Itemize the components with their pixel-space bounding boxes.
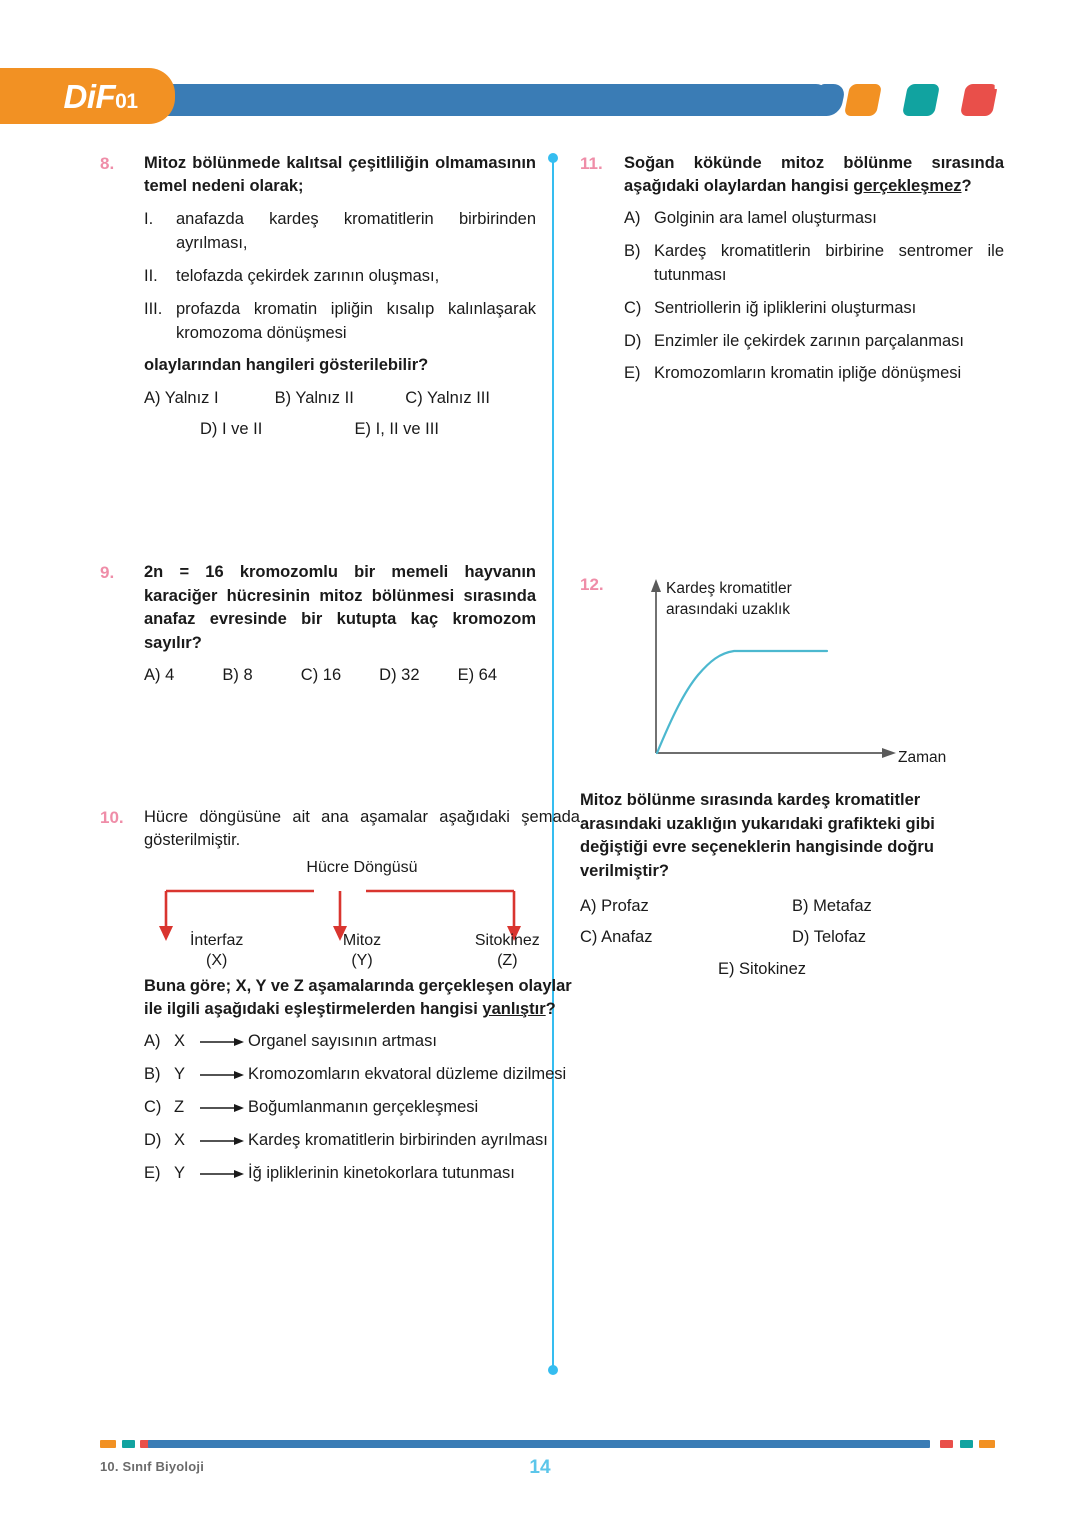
option-var: Y [174, 1163, 186, 1182]
question-10-number: 10. [100, 807, 124, 827]
brand-logo [0, 68, 175, 124]
question-12-options [580, 891, 1004, 985]
option-e[interactable] [624, 362, 1004, 386]
option-b[interactable] [144, 1063, 580, 1087]
footer-dash-right-1 [940, 1440, 953, 1448]
option-d[interactable]: D) Telofaz [792, 928, 866, 947]
option-e[interactable]: E) Sitokinez [717, 959, 807, 978]
node-var: (X) [206, 952, 228, 970]
cell-cycle-diagram [144, 859, 580, 971]
option-c[interactable] [144, 1096, 580, 1120]
spacer [100, 441, 536, 561]
roman-text: telofazda çekirdek zarının oluşması, [176, 266, 440, 285]
divider-dot-bottom [548, 1365, 558, 1375]
node-var: (Z) [497, 952, 518, 970]
option-text: İğ ipliklerinin kinetokorlara tutunması [248, 1163, 515, 1182]
footer-rule [100, 1435, 980, 1453]
tail-part-b: ? [545, 1000, 556, 1019]
question-12-tail: Mitoz bölünme sırasında kardeş kromatitler arasındaki uzaklığın yukarıdaki grafikteki gibi değiştiği evre seçeneklerin hangisinde doğru verilmiştir? [580, 791, 935, 880]
question-9-options [144, 663, 536, 688]
question-9-stem: 2n = 16 kromozomlu bir memeli hayvanın karaciğer hücresinin mitoz bölünmesi sırasında anafaz evresinde bir kutupta kaç kromozom sayılır? [144, 563, 536, 652]
arrow-right-icon [196, 1063, 248, 1087]
question-10-stem: Hücre döngüsüne ait ana aşamalar aşağıdaki şemada gösterilmiştir. [144, 807, 580, 850]
question-10 [100, 806, 580, 1195]
option-text: Kardeş kromatitlerin birbirinden ayrılması [248, 1130, 548, 1149]
option-var: Y [174, 1064, 186, 1083]
question-11 [580, 152, 1004, 395]
option-letter: B) [144, 1064, 161, 1083]
arrow-right-icon [196, 1096, 248, 1120]
option-a[interactable] [624, 207, 1004, 231]
roman-label: I. [144, 209, 154, 228]
roman-label: III. [144, 299, 163, 318]
question-12 [580, 573, 1004, 985]
option-d[interactable] [144, 1129, 580, 1153]
logo-number-text: 01 [115, 89, 138, 113]
list-item [144, 265, 536, 289]
option-c[interactable]: C) Anafaz [580, 928, 653, 947]
option-letter: A) [624, 208, 641, 227]
option-letter: E) [144, 1163, 161, 1182]
option-letter: C) [144, 1097, 162, 1116]
question-8-stem: Mitoz bölünmede kalıtsal çeşitliliğin olmamasının temel nedeni olarak; [144, 154, 536, 196]
option-e[interactable]: E) 64 [457, 666, 497, 685]
option-text: Golginin ara lamel oluşturması [654, 208, 877, 227]
spacer [100, 688, 536, 806]
option-d[interactable]: D) I ve II [200, 419, 263, 438]
question-9 [100, 561, 536, 687]
header-accent-teal [905, 84, 937, 116]
left-column [100, 152, 580, 1195]
right-column [580, 152, 1004, 985]
logo-main-text: DiF [63, 77, 116, 115]
footer-dash-right-2 [960, 1440, 973, 1448]
option-letter: D) [144, 1130, 162, 1149]
option-b[interactable] [624, 240, 1004, 288]
diagram-title: Hücre Döngüsü [306, 858, 418, 876]
option-b[interactable]: B) 8 [222, 666, 253, 685]
option-d[interactable] [624, 330, 1004, 354]
option-a[interactable]: A) 4 [144, 666, 175, 685]
option-text: Sentriollerin iğ ipliklerini oluşturması [654, 298, 917, 317]
option-letter: C) [624, 298, 642, 317]
option-a[interactable] [144, 1030, 580, 1054]
question-10-options [144, 1030, 580, 1186]
node-var: (Y) [351, 952, 373, 970]
footer-subject-label: 10. Sınıf Biyoloji [100, 1459, 205, 1474]
test-label: Test – 2 [990, 73, 1062, 94]
question-10-tail [144, 975, 580, 1022]
list-item [144, 208, 536, 256]
option-text: Kardeş kromatitlerin birbirine sentromer ile tutunması [654, 241, 1004, 284]
question-11-stem [624, 152, 1004, 199]
chart-x-axis-label: Zaman [898, 749, 947, 767]
option-c[interactable]: C) Yalnız III [405, 388, 490, 407]
question-11-number: 11. [580, 154, 603, 173]
option-c[interactable] [624, 297, 1004, 321]
question-11-options [624, 207, 1004, 387]
arrow-right-icon [196, 1129, 248, 1153]
option-text: Kromozomların ekvatoral düzleme dizilmesi [248, 1064, 567, 1083]
option-a[interactable]: A) Yalnız I [144, 388, 219, 407]
diagram-node-sitokinez [435, 931, 580, 973]
question-8 [100, 152, 536, 441]
option-letter: E) [624, 364, 641, 383]
stem-underlined: gerçekleşmez [853, 177, 962, 196]
node-name: Sitokinez [474, 931, 540, 949]
footer-dash-right-3 [979, 1440, 995, 1448]
diagram-node-mitoz [289, 931, 434, 973]
spacer [580, 395, 1004, 573]
roman-text: profazda kromatin ipliğin kısalıp kalınlaşarak kromozoma dönüşmesi [176, 299, 536, 342]
test-badge [990, 68, 1080, 100]
diagram-node-interfaz [144, 931, 289, 973]
question-12-number: 12. [580, 575, 604, 595]
tail-underlined: yanlıştır [482, 1000, 546, 1019]
option-letter: B) [624, 241, 641, 260]
chart-y-axis-label [666, 579, 792, 619]
option-var: Z [174, 1097, 185, 1116]
question-9-number: 9. [100, 563, 115, 583]
roman-label: II. [144, 266, 158, 285]
option-text: Organel sayısının artması [248, 1031, 437, 1050]
option-a[interactable]: A) Profaz [580, 897, 649, 916]
node-name: Mitoz [342, 931, 382, 949]
footer-dash-left-1 [100, 1440, 116, 1448]
option-text: Enzimler ile çekirdek zarının parçalanması [654, 331, 964, 350]
header-blue-bar [78, 84, 830, 116]
option-text: Boğumlanmanın gerçekleşmesi [248, 1097, 479, 1116]
page-header [0, 68, 1080, 130]
option-e[interactable]: E) I, II ve III [354, 419, 439, 438]
kromatit-distance-chart [642, 577, 952, 775]
option-b[interactable]: B) Yalnız II [274, 388, 354, 407]
stem-part-a: Soğan kökünde mitoz bölünme sırasında aşağıdaki olaylardan hangisi [624, 154, 1004, 196]
arrow-right-icon [196, 1030, 248, 1054]
node-name: İnterfaz [189, 931, 244, 949]
arrow-right-icon [196, 1162, 248, 1186]
list-item [144, 298, 536, 346]
option-d[interactable]: D) 32 [379, 666, 420, 685]
option-c[interactable]: C) 16 [300, 666, 342, 685]
option-letter: D) [624, 331, 642, 350]
footer-dash-left-2 [122, 1440, 135, 1448]
tail-part-a: Buna göre; X, Y ve Z aşamalarında gerçekleşen olaylar ile ilgili aşağıdaki eşleştirmelerden hangisi [144, 976, 572, 1019]
roman-text: anafazda kardeş kromatitlerin birbirinden ayrılması, [176, 209, 536, 252]
question-8-tail: olaylarından hangileri gösterilebilir? [144, 356, 429, 375]
option-e[interactable] [144, 1162, 580, 1186]
header-accent-orange [847, 84, 879, 116]
question-8-number: 8. [100, 154, 115, 173]
option-letter: A) [144, 1031, 161, 1050]
option-var: X [174, 1130, 186, 1149]
question-8-roman-list [144, 208, 536, 346]
option-var: X [174, 1031, 186, 1050]
footer-bar [148, 1440, 930, 1448]
stem-part-b: ? [961, 177, 972, 196]
y-label-line-2: arasındaki uzaklık [666, 600, 791, 618]
question-8-options [144, 386, 536, 442]
divider-dot-top [548, 153, 558, 163]
option-text: Kromozomların kromatin ipliğe dönüşmesi [654, 364, 962, 383]
diagram-labels [144, 931, 580, 973]
page-footer [0, 1435, 1080, 1495]
page-number: 14 [529, 1457, 551, 1478]
option-b[interactable]: B) Metafaz [792, 897, 872, 916]
y-label-line-1: Kardeş kromatitler [666, 580, 792, 598]
